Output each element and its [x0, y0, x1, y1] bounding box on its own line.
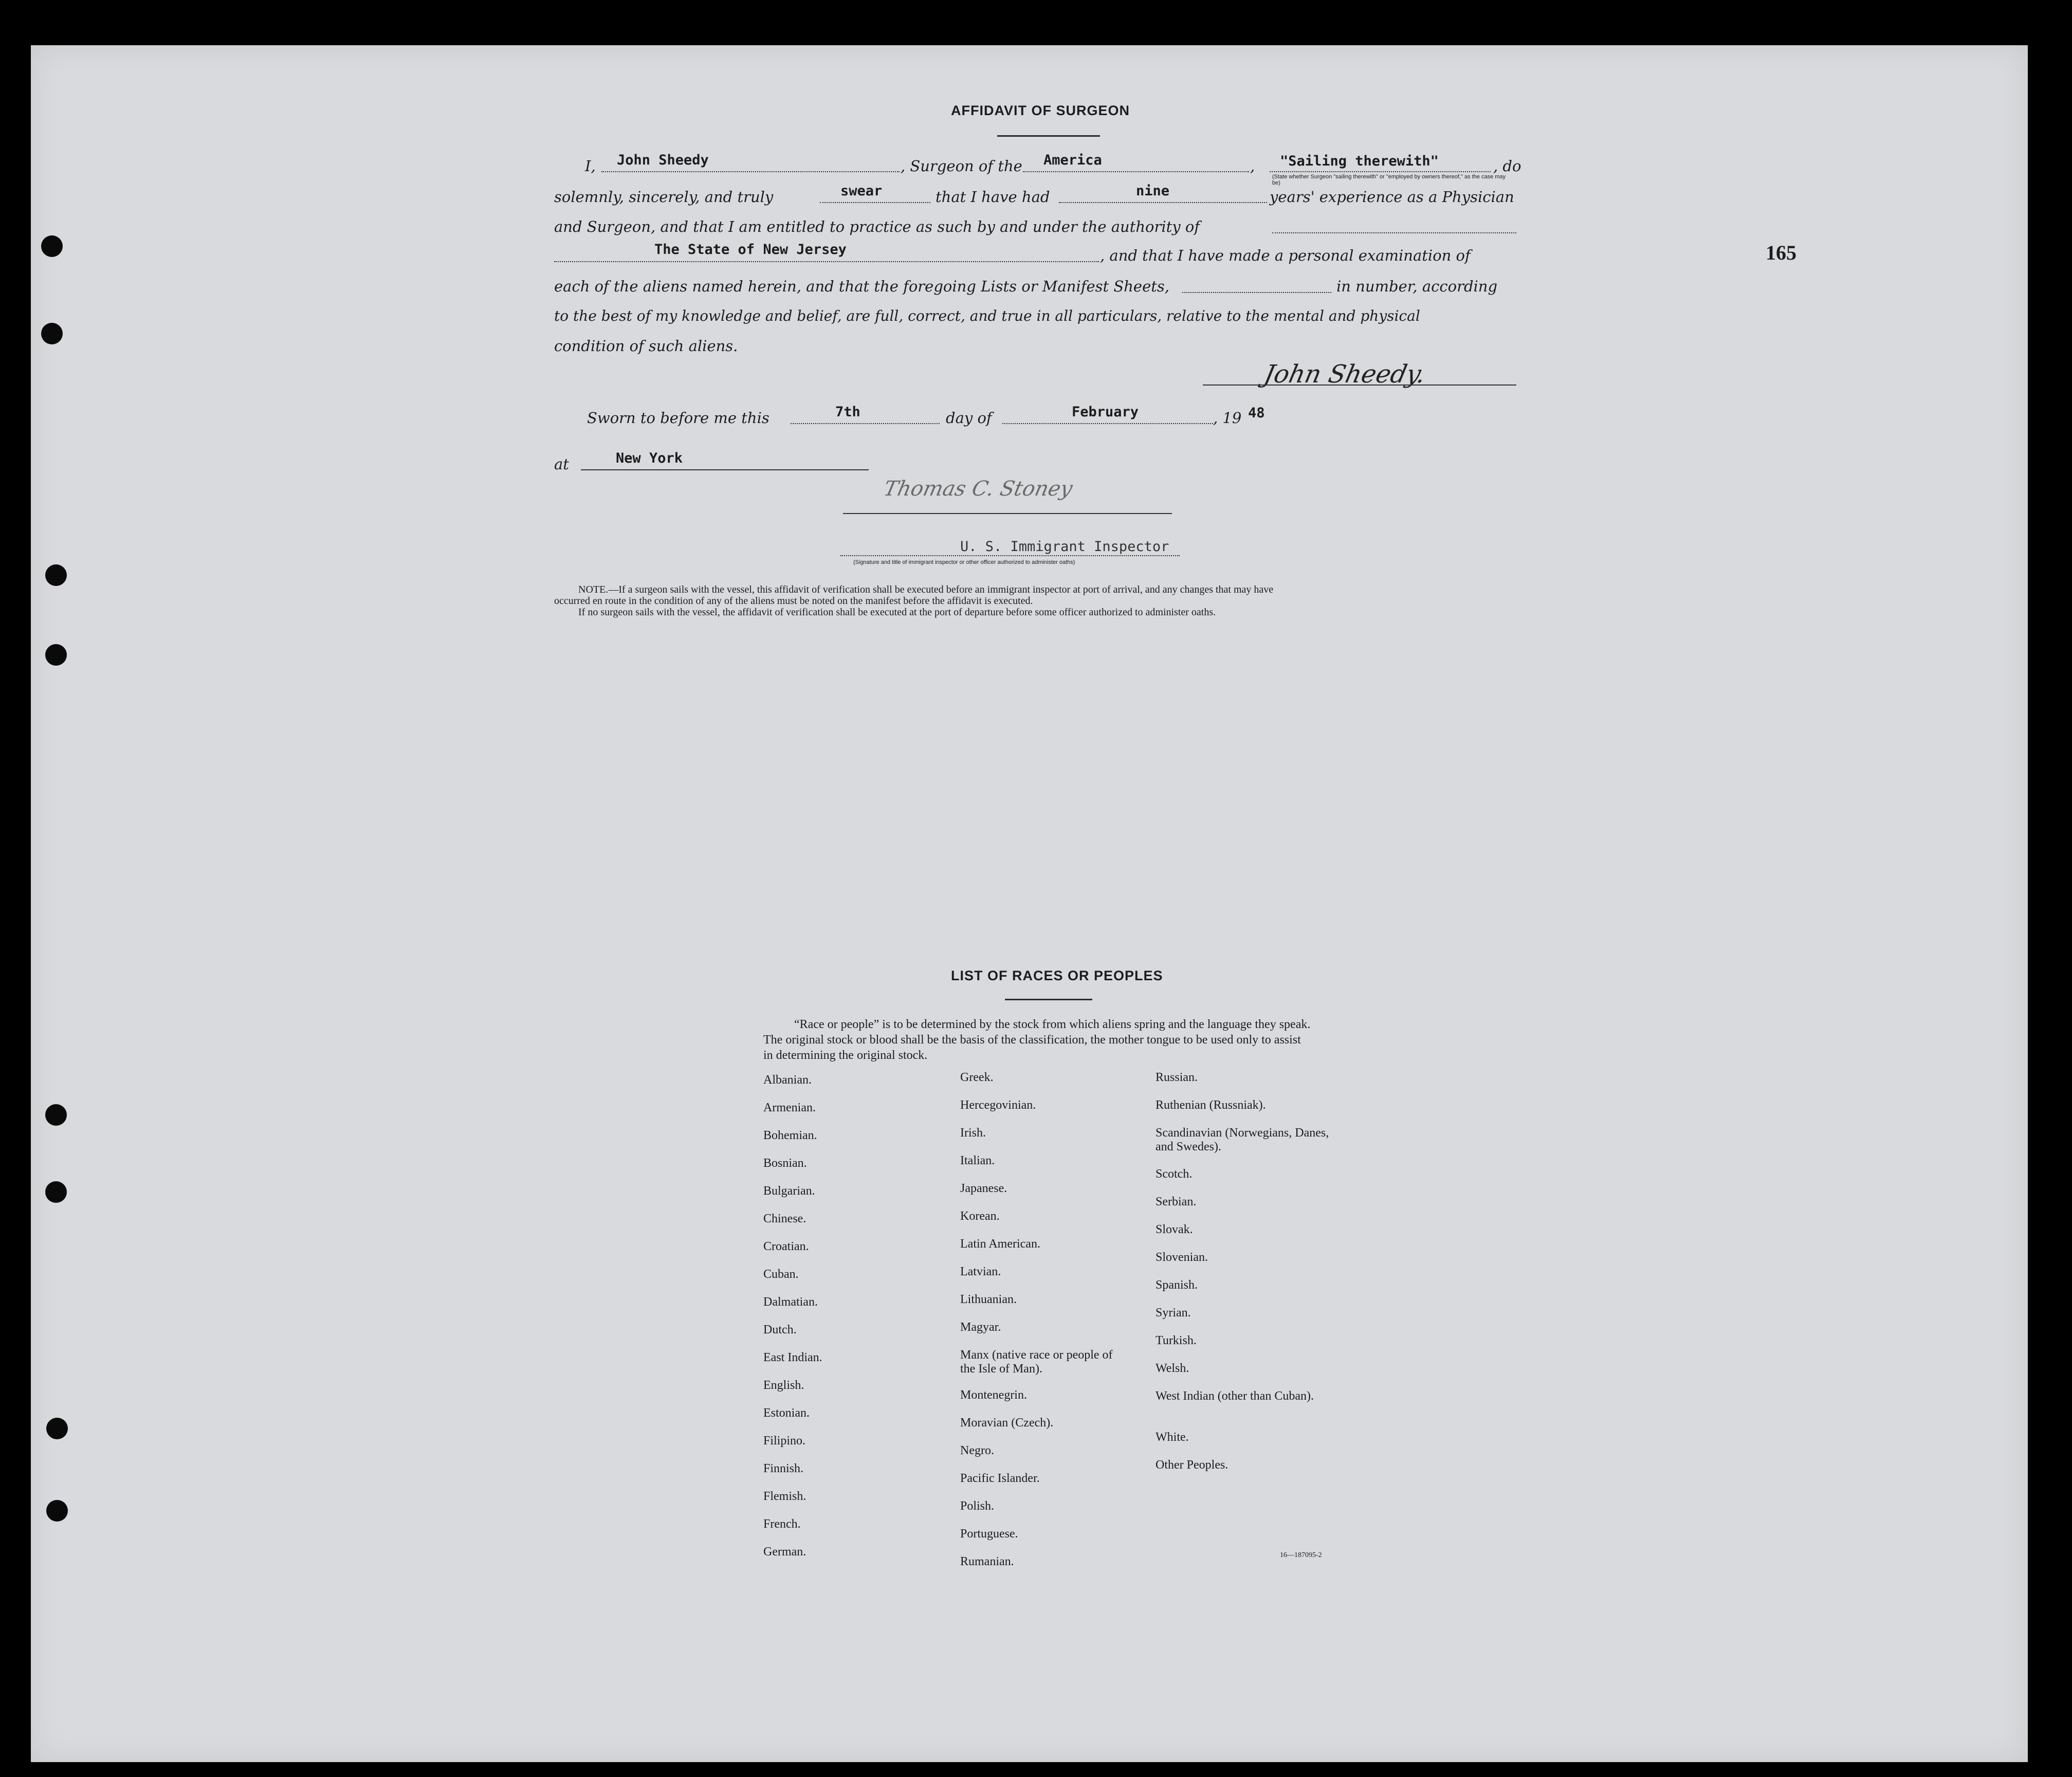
race-item: Filipino.	[763, 1434, 806, 1448]
inspector-signature: Thomas C. Stoney	[882, 477, 1075, 501]
surgeon-name-line	[601, 171, 900, 172]
document-sheet	[31, 45, 2028, 1762]
sworn-place-line	[581, 469, 869, 470]
affidavit-title: AFFIDAVIT OF SURGEON	[951, 103, 1130, 118]
race-item: French.	[763, 1517, 801, 1531]
race-item: White.	[1156, 1431, 1189, 1444]
sworn-day: 7th	[835, 404, 860, 420]
inspector-title-line	[840, 555, 1180, 556]
punch-hole-8	[46, 1500, 68, 1522]
text-and-that: , and that I have made a personal examination of	[1100, 247, 1471, 264]
form-code: 16—187095-2	[1280, 1551, 1322, 1559]
text-that-i-have-had: that I have had	[936, 188, 1050, 206]
text-i: I,	[585, 157, 596, 175]
sworn-month: February	[1072, 404, 1139, 420]
race-item: Cuban.	[763, 1268, 799, 1281]
sailing-status-line	[1270, 171, 1491, 172]
signature-line	[1203, 384, 1516, 386]
race-item: Lithuanian.	[960, 1293, 1017, 1306]
authority-line	[554, 261, 1099, 262]
race-item: Armenian.	[763, 1101, 816, 1114]
sailing-note: (State whether Surgeon "sailing therewith" or "employed by owners thereof," as the case may be)	[1272, 174, 1506, 186]
races-column-1	[763, 1073, 938, 1573]
text-surgeon-of-the: , Surgeon of the	[901, 157, 1022, 175]
text-year-prefix: , 19	[1213, 409, 1242, 427]
text-at: at	[554, 455, 569, 473]
race-item: Slovak.	[1156, 1223, 1193, 1236]
race-item: Dalmatian.	[763, 1295, 818, 1309]
inspector-signature-line	[843, 513, 1172, 514]
race-item: Other Peoples.	[1156, 1458, 1228, 1472]
race-item: German.	[763, 1545, 806, 1559]
race-item: Scotch.	[1156, 1167, 1193, 1181]
sworn-year: 48	[1248, 405, 1265, 421]
sworn-place: New York	[616, 450, 683, 466]
race-item: Moravian (Czech).	[960, 1416, 1054, 1430]
race-item: Croatian.	[763, 1240, 809, 1253]
race-item: Bulgarian.	[763, 1184, 815, 1198]
inspector-caption: (Signature and title of immigrant inspector or other officer authorized to administer oaths)	[853, 559, 1075, 565]
races-column-2	[960, 1071, 1145, 1583]
note-line-2: occurred en route in the condition of any of the aliens must be noted on the manifest before the affidavit is executed.	[554, 595, 1033, 607]
race-item: Serbian.	[1156, 1195, 1197, 1208]
sailing-status: "Sailing therewith"	[1280, 153, 1439, 169]
race-item: Syrian.	[1156, 1306, 1191, 1320]
race-item: English.	[763, 1379, 804, 1392]
punch-hole-6	[45, 1181, 67, 1203]
race-item: Bohemian.	[763, 1129, 817, 1142]
inspector-title: U. S. Immigrant Inspector	[960, 539, 1169, 555]
race-item: Pacific Islander.	[960, 1472, 1040, 1485]
race-item: Hercegovinian.	[960, 1098, 1036, 1112]
race-item: Rumanian.	[960, 1555, 1014, 1568]
race-item: Scandinavian (Norwegians, Danes, and Swedes).	[1156, 1126, 1329, 1153]
text-do: , do	[1493, 157, 1521, 175]
race-item: Japanese.	[960, 1182, 1007, 1195]
text-condition: condition of such aliens.	[554, 337, 738, 355]
punch-hole-2	[41, 323, 63, 344]
punch-hole-3	[45, 564, 67, 586]
surgeon-name: John Sheedy	[617, 152, 709, 168]
race-item: Italian.	[960, 1154, 995, 1167]
surgeon-signature: John Sheedy.	[1261, 360, 1428, 389]
race-item: Latin American.	[960, 1237, 1040, 1251]
races-column-3	[1156, 1071, 1351, 1486]
oath-type-line	[820, 202, 930, 203]
text-solemnly: solemnly, sincerely, and truly	[554, 188, 774, 206]
page-number: 165	[1766, 241, 1796, 264]
race-item: Chinese.	[763, 1212, 806, 1225]
ship-name-line	[1023, 171, 1249, 172]
race-item: Ruthenian (Russniak).	[1156, 1098, 1266, 1112]
races-title-underline	[1005, 999, 1092, 1000]
race-item: Irish.	[960, 1126, 986, 1140]
race-item: Welsh.	[1156, 1362, 1189, 1375]
note-line-3: If no surgeon sails with the vessel, the affidavit of verification shall be executed at the port of departure before some officer authorized to administer oaths.	[578, 607, 1216, 618]
text-each-of: each of the aliens named herein, and that the foregoing Lists or Manifest Sheets,	[554, 278, 1170, 295]
race-item: Portuguese.	[960, 1527, 1018, 1541]
authority: The State of New Jersey	[654, 242, 847, 258]
race-item: West Indian (other than Cuban).	[1156, 1389, 1314, 1403]
note-line-1: NOTE.—If a surgeon sails with the vessel, this affidavit of verification shall be executed before an immigrant inspector at port of arrival, and any changes that may have	[578, 584, 1274, 595]
race-item: Manx (native race or people of the Isle of Man).	[960, 1348, 1113, 1376]
text-comma: ,	[1250, 157, 1255, 175]
races-intro: “Race or people” is to be determined by the stock from which aliens spring and the language they speak. The original stock or blood shall be the basis of the classification, the mother tongue to be used only to assist in determining the original stock.	[763, 1018, 1311, 1062]
text-in-number: in number, according	[1336, 278, 1498, 295]
race-item: Finnish.	[763, 1462, 804, 1475]
oath-type: swear	[840, 183, 883, 199]
race-item: Montenegrin.	[960, 1388, 1027, 1402]
text-sworn: Sworn to before me this	[587, 409, 769, 427]
race-item: Estonian.	[763, 1406, 810, 1420]
race-item: Negro.	[960, 1444, 994, 1457]
punch-hole-1	[41, 235, 63, 257]
race-item: Albanian.	[763, 1073, 812, 1087]
race-item: East Indian.	[763, 1351, 822, 1364]
years-experience: nine	[1136, 183, 1170, 199]
race-item: Slovenian.	[1156, 1251, 1208, 1264]
text-years-experience: years' experience as a Physician	[1270, 188, 1514, 206]
text-and-surgeon: and Surgeon, and that I am entitled to practice as such by and under the authority of	[554, 218, 1200, 235]
race-item: Latvian.	[960, 1265, 1001, 1278]
text-day-of: day of	[946, 409, 992, 427]
punch-hole-5	[45, 1104, 67, 1126]
race-item: Magyar.	[960, 1321, 1001, 1334]
sheets-count-line	[1182, 292, 1331, 293]
title-underline	[997, 135, 1100, 137]
race-item: Russian.	[1156, 1071, 1198, 1084]
authority-extra-line	[1272, 232, 1516, 233]
race-item: Greek.	[960, 1071, 994, 1084]
ship-name: America	[1043, 152, 1102, 168]
races-title: LIST OF RACES OR PEOPLES	[951, 968, 1163, 983]
race-item: Korean.	[960, 1210, 1000, 1223]
punch-hole-7	[46, 1418, 68, 1439]
race-item: Polish.	[960, 1499, 995, 1513]
race-item: Spanish.	[1156, 1278, 1198, 1292]
sworn-day-line	[791, 423, 940, 424]
years-line	[1059, 202, 1267, 203]
text-to-the-best: to the best of my knowledge and belief, are full, correct, and true in all particulars, relative to the mental and physical	[554, 307, 1420, 324]
sworn-month-line	[1002, 423, 1213, 424]
race-item: Dutch.	[763, 1323, 797, 1336]
punch-hole-4	[45, 644, 67, 666]
race-item: Bosnian.	[763, 1157, 807, 1170]
race-item: Turkish.	[1156, 1334, 1197, 1347]
race-item: Flemish.	[763, 1490, 806, 1503]
